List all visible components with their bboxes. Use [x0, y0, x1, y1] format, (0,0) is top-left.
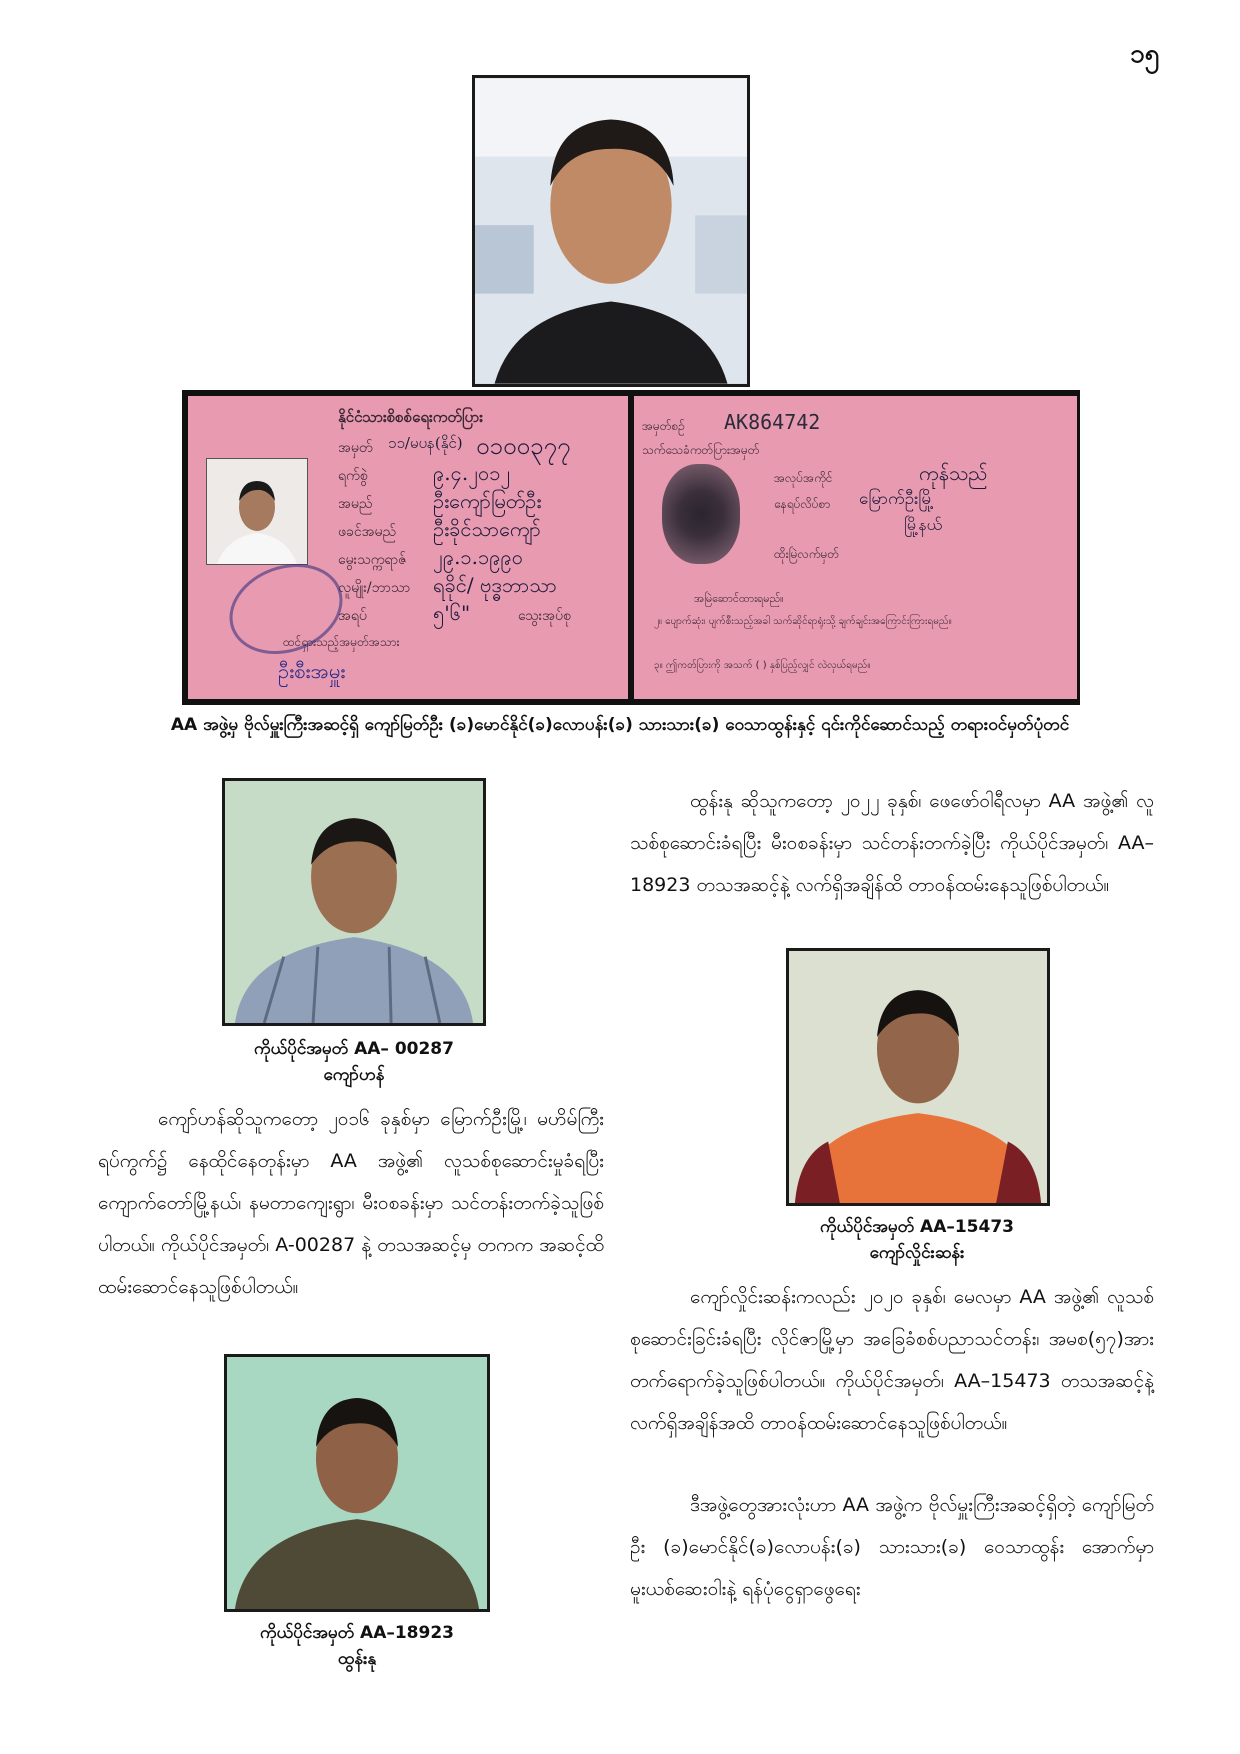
portrait-image [475, 78, 747, 384]
portrait-image [227, 1357, 487, 1609]
portrait-image [789, 951, 1047, 1203]
person-photo-kyawhlaing [786, 948, 1050, 1206]
field-value: ကုန်သည် [919, 461, 988, 485]
field-value: မြို့နယ် [904, 515, 943, 534]
card-notice: အမြဲဆောင်ထားရမည်။ [694, 592, 784, 605]
field-value: ၂၉.၁.၁၉၉၀ [433, 545, 524, 569]
person-photo-tunnu [224, 1354, 490, 1612]
field-label: ထင်ရှားသည့်အမှတ်အသား [283, 635, 400, 649]
field-label: အမှတ်စဉ် [642, 419, 685, 433]
card-serial: AK864742 [724, 410, 821, 434]
field-value: မြောက်ဦးမြို့ [859, 489, 934, 509]
national-id-card [182, 390, 1080, 705]
field-label: သွေးအုပ်စု [518, 608, 571, 624]
caption-id: ကိုယ်ပိုင်အမှတ် AA–15473 [819, 1217, 1014, 1237]
field-label: လူမျိုး/ဘာသာ [338, 580, 411, 596]
portrait-image [225, 781, 483, 1023]
field-label: ဖခင်အမည် [338, 524, 397, 540]
field-label: မွေးသက္ကရာဇ် [338, 552, 407, 568]
field-label: အမှတ် [338, 440, 373, 456]
page-number: ၁၅ [1130, 39, 1160, 69]
person-photo-kyawhan [222, 778, 486, 1026]
field-label: အလုပ်အကိုင် [774, 471, 833, 485]
caption-name: ကျော်လှိုင်းဆန်း [869, 1243, 965, 1263]
field-label: သက်သေခံကတ်ပြားအမှတ် [642, 443, 760, 457]
card-notice: ၃။ ဤကတ်ပြားကို အသက် ( ) နှစ်ပြည့်လျှင် လဲလှယ်ရမည်။ [654, 660, 871, 671]
id-card-front [188, 396, 628, 699]
field-label: နေရပ်လိပ်စာ [774, 497, 831, 511]
field-label: ရက်စွဲ [338, 468, 368, 484]
field-label: ထိုးမြဲလက်မှတ် [774, 547, 840, 561]
main-portrait-photo [472, 75, 750, 387]
field-label: အမည် [338, 496, 373, 512]
field-value: ဦးစီးအမှူး [278, 659, 346, 683]
card-title: နိုင်ငံသားစိစစ်ရေးကတ်ပြား [338, 408, 484, 426]
field-value: ၁၁/မပန(နိုင်) [388, 434, 463, 452]
paragraph-tunnu: ထွန်းနု ဆိုသူကတော့ ၂၀၂၂ ခုနှစ်၊ ဖေဖော်ဝါရီလမှာ AA အဖွဲ့၏ လူသစ်စုဆောင်းခံရပြီး မီးဝစခန်းမှာ သင်တန်းတက်ခဲ့ပြီး ကိုယ်ပိုင်အမှတ်၊ AA–18923 တသအဆင့်နဲ့ လက်ရှိအချိန်ထိ တာဝန်ထမ်းနေသူဖြစ်ပါတယ်။ [630, 790, 1154, 896]
caption-id: ကိုယ်ပိုင်အမှတ် AA– 00287 [254, 1039, 454, 1059]
field-value: ရခိုင်/ ဗုဒ္ဓဘာသာ [433, 573, 557, 597]
holder-photo-image [207, 459, 307, 564]
card-notice: ၂။ ပျောက်ဆုံး၊ ပျက်စီးသည့်အခါ သက်ဆိုင်ရာရုံးသို့ ချက်ချင်းအကြောင်းကြားရမည်။ [654, 616, 952, 627]
field-label: အရပ် [338, 608, 367, 624]
caption-id: ကိုယ်ပိုင်အမှတ် AA–18923 [259, 1623, 454, 1643]
thumbprint [662, 464, 740, 564]
field-value: ဦးကျော်မြတ်ဦး [433, 489, 542, 513]
paragraph-summary: ဒီအဖွဲ့တွေအားလုံးဟာ AA အဖွဲ့က ဗိုလ်မှူးကြီးအဆင့်ရှိတဲ့ ကျော်မြတ်ဦး (ခ)မောင်နိုင်(ခ)လောပန်း(ခ) သားသား(ခ) ဝေသာထွန်း အောက်မှာ မူးယစ်ဆေးဝါးနဲ့ ရန်ပုံငွေရှာဖွေရေး [630, 1494, 1154, 1600]
caption-name: ထွန်းနု [337, 1649, 377, 1669]
paragraph-kyawhan: ကျော်ဟန်ဆိုသူကတော့ ၂၀၁၆ ခုနှစ်မှာ မြောက်ဦးမြို့၊ မဟိမ်ကြီးရပ်ကွက်၌ နေထိုင်နေတုန်းမှာ AA အဖွဲ့၏ လူသစ်စုဆောင်းမှုခံရပြီး ကျောက်တော်မြို့နယ်၊ နမတာကျေးရွာ၊ မီးဝစခန်းမှာ သင်တန်းတက်ခဲ့သူဖြစ်ပါတယ်။ ကိုယ်ပိုင်အမှတ်၊ A-00287 နဲ့ တသအဆင့်မှ တကက အဆင့်ထိ ထမ်းဆောင်နေသူဖြစ်ပါတယ်။ [98, 1108, 604, 1298]
paragraph-kyawhlaing: ကျော်လှိုင်းဆန်းကလည်း ၂၀၂၀ ခုနှစ်၊ မေလမှာ AA အဖွဲ့၏ လူသစ်စုဆောင်းခြင်းခံရပြီး လိုင်ဇာမြို့မှာ အခြေခံစစ်ပညာသင်တန်း၊ အမစ(၅၇)အား တက်ရောက်ခဲ့သူဖြစ်ပါတယ်။ ကိုယ်ပိုင်အမှတ်၊ AA–15473 တသအဆင့်နဲ့ လက်ရှိအချိန်အထိ တာဝန်ထမ်းဆောင်နေသူဖြစ်ပါတယ်။ [630, 1286, 1154, 1434]
field-value: ၅'၆" [433, 601, 471, 625]
card-holder-photo [206, 458, 308, 565]
caption-name: ကျော်ဟန် [323, 1065, 385, 1085]
id-card-caption: AA အဖွဲ့မှ ဗိုလ်မှူးကြီးအဆင့်ရှိ ကျော်မြတ်ဦး (ခ)မောင်နိုင်(ခ)လောပန်း(ခ) သားသား(ခ) ဝေသာထွန်းနှင့် ၎င်းကိုင်ဆောင်သည့် တရားဝင်မှတ်ပုံတင် [170, 715, 1070, 735]
card-number: ၀၁၀၀၃၇၇ [476, 432, 571, 460]
field-value: ၉.၄.၂၀၁၂ [433, 461, 511, 485]
id-card-back [634, 396, 1077, 699]
field-value: ဦးခိုင်သာကျော် [433, 517, 541, 541]
